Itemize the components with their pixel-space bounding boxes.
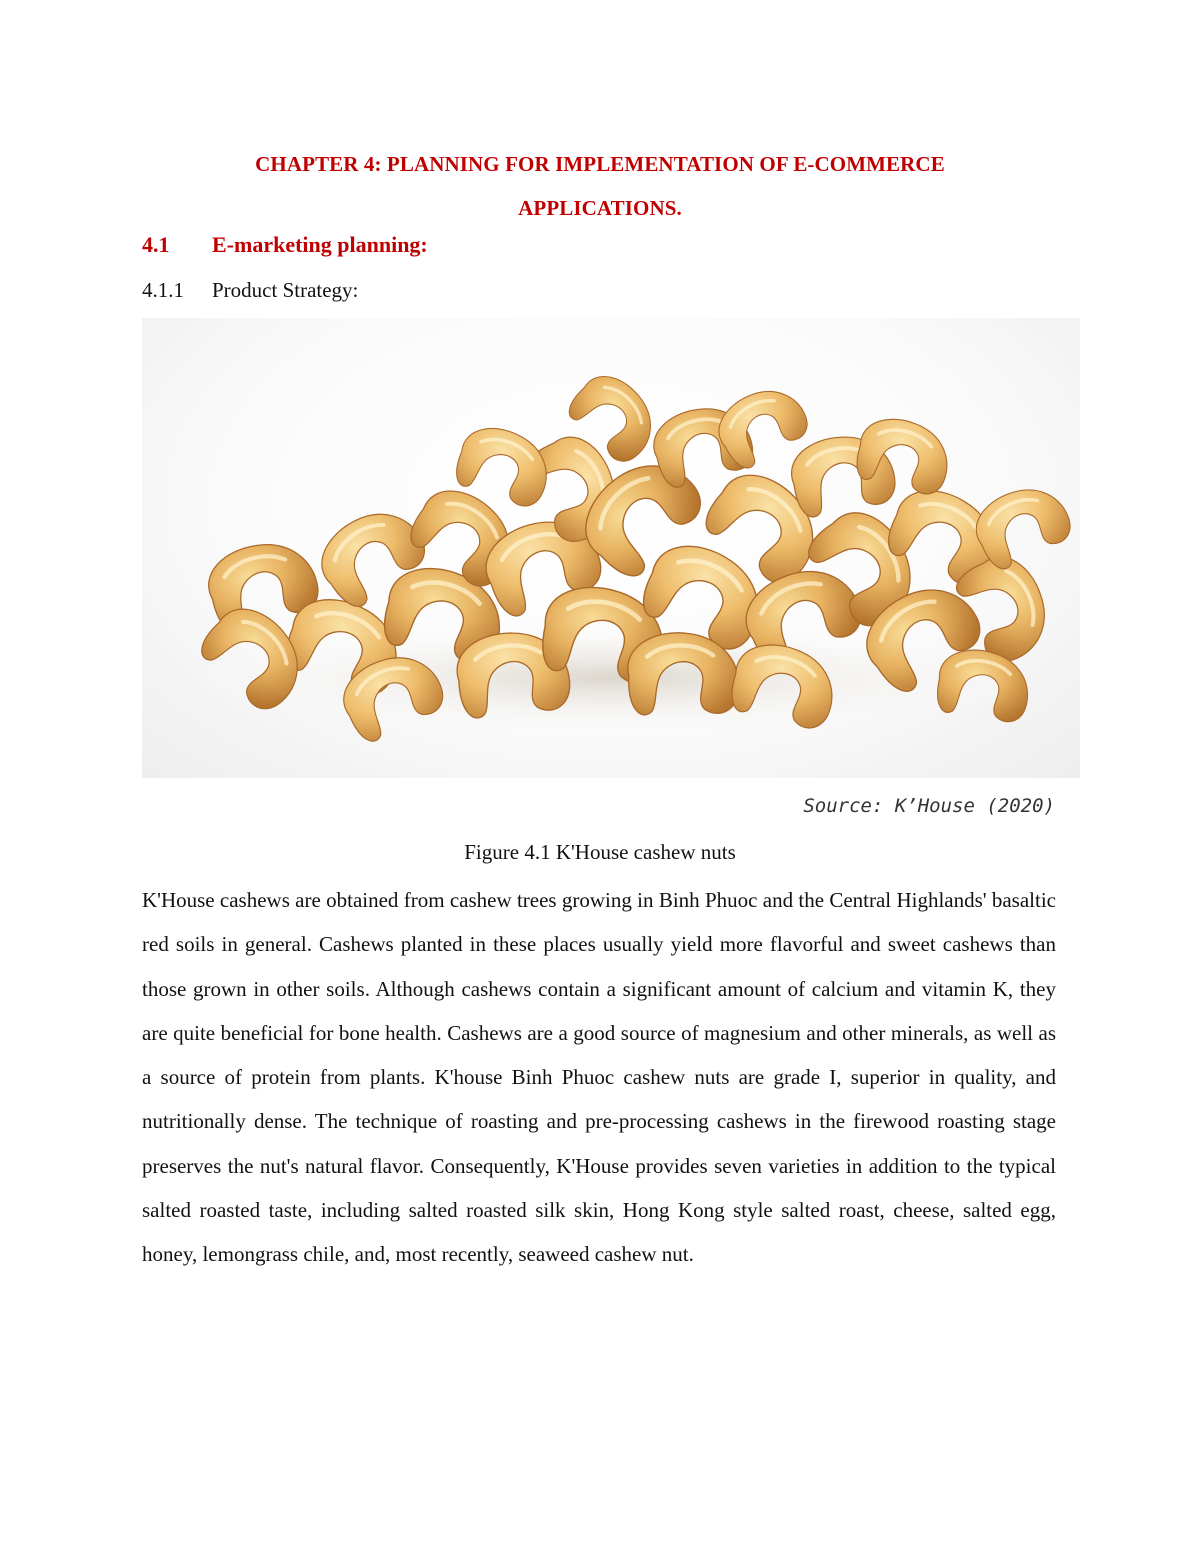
subsection-heading	[142, 276, 358, 304]
section-title: E-marketing planning:	[212, 232, 428, 257]
chapter-title-line-1: CHAPTER 4: PLANNING FOR IMPLEMENTATION OF E-COMMERCE	[255, 152, 945, 176]
subsection-number: 4.1.1	[142, 278, 184, 302]
chapter-title-line-2: APPLICATIONS.	[518, 196, 682, 220]
body-paragraph: K'House cashews are obtained from cashew trees growing in Binh Phuoc and the Central Highlands' basaltic red soils in general. Cashews planted in these places usually yield more flavorful and sweet cashews than those grown in other soils. Although cashews contain a significant amount of calcium and vitamin K, they are quite beneficial for bone health. Cashews are a good source of magnesium and other minerals, as well as a source of protein from plants. K'house Binh Phuoc cashew nuts are grade I, superior in quality, and nutritionally dense. The technique of roasting and pre-processing cashews in the firewood roasting stage preserves the nut's natural flavor. Consequently, K'House provides seven varieties in addition to the typical salted roasted taste, including salted roasted silk skin, Hong Kong style salted roast, cheese, salted egg, honey, lemongrass chile, and, most recently, seaweed cashew nut.	[142, 888, 1056, 1267]
section-heading	[142, 230, 428, 260]
chapter-title	[140, 142, 1060, 230]
cashew-nuts-photo	[142, 318, 1080, 778]
figure-caption: Figure 4.1 K'House cashew nuts	[464, 840, 736, 864]
section-number: 4.1	[142, 232, 170, 257]
figure-source: Source: K’House (2020)	[803, 795, 1055, 817]
cashew-illustration	[142, 318, 1080, 778]
subsection-title: Product Strategy:	[212, 278, 359, 302]
